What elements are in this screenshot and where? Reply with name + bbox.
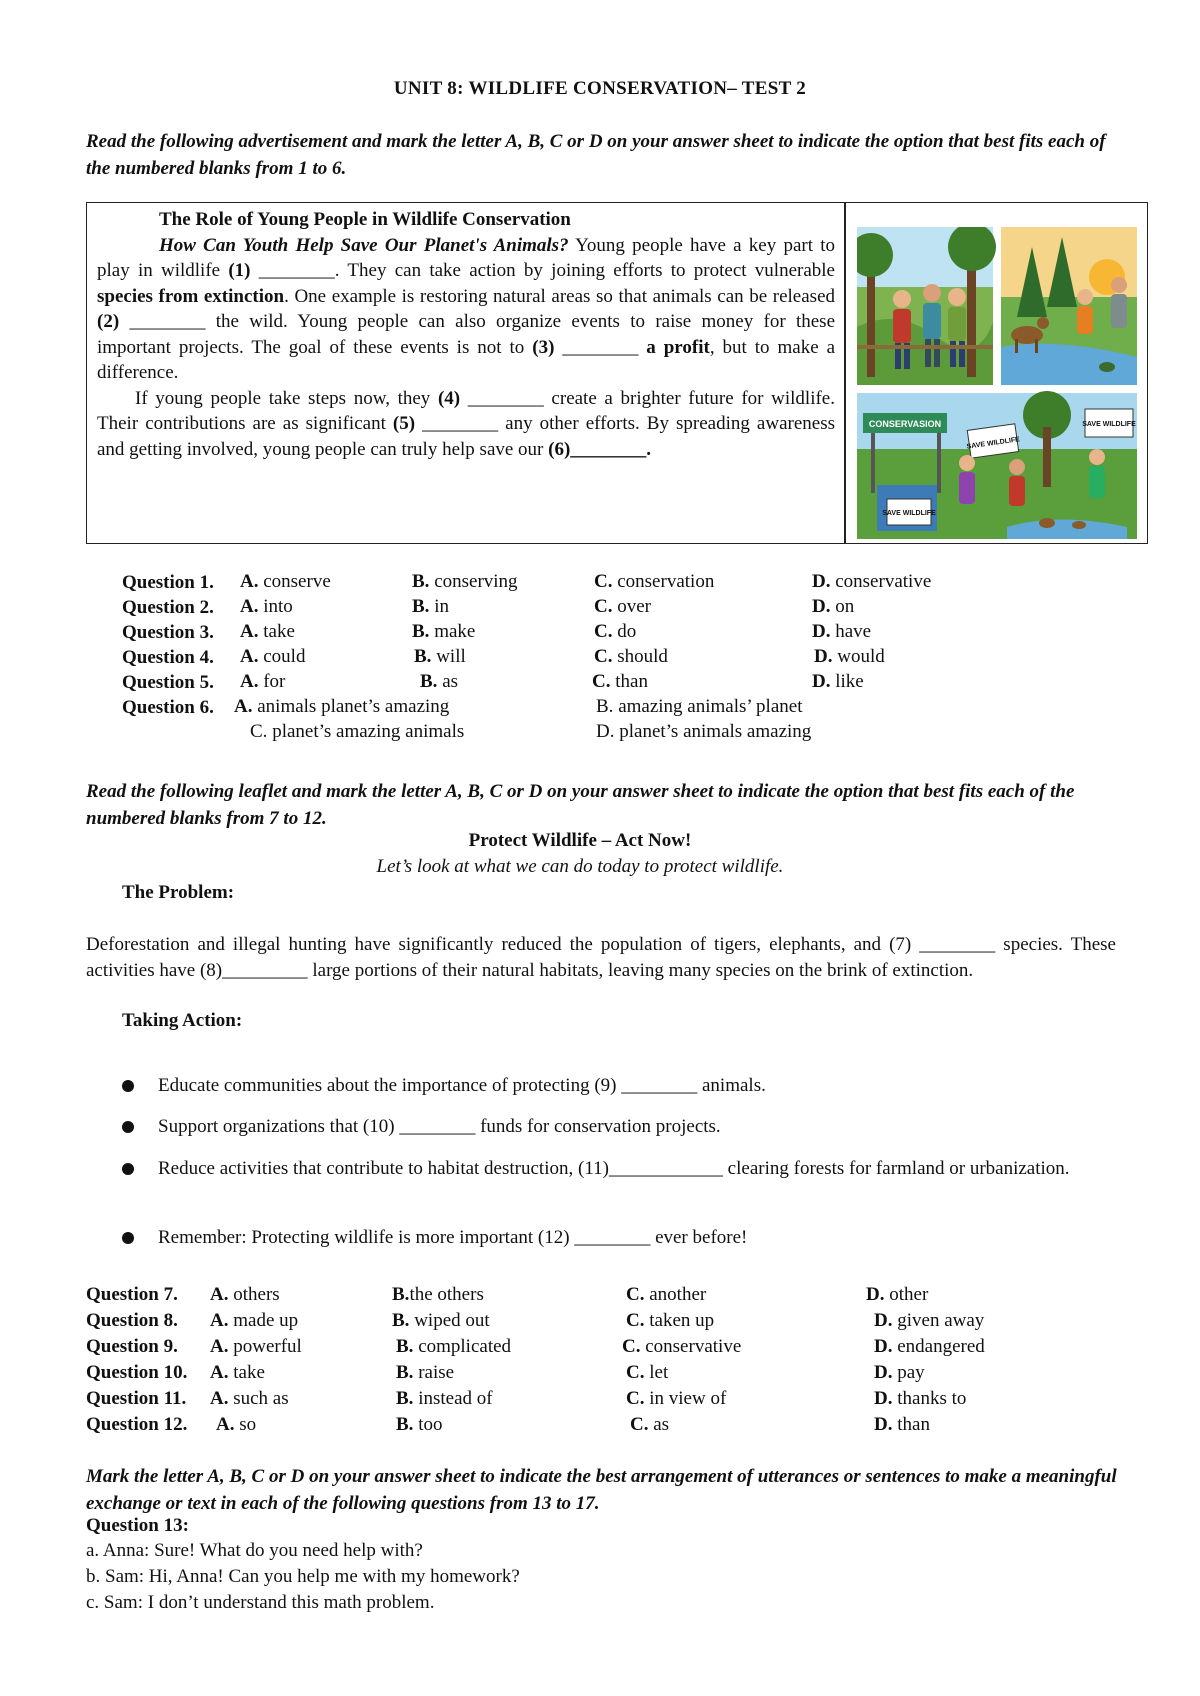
option-b (412, 596, 449, 618)
option-text: conservative (645, 1336, 742, 1357)
action-item: Support organizations that (10) ________ funds for conservation projects. (158, 1116, 721, 1137)
question-label: Question 11. (86, 1388, 187, 1409)
option-letter: C. (630, 1414, 649, 1435)
option-d (596, 721, 811, 743)
person-leg (934, 339, 940, 367)
option-b (412, 621, 475, 643)
tent-pole (871, 433, 875, 493)
option-a (240, 621, 295, 643)
leaflet-subtitle: Let’s look at what we can do today to protect wildlife. (376, 856, 784, 877)
action-item: Remember: Protecting wildlife is more important (12) ________ ever before! (158, 1227, 748, 1248)
ad-text: Young people have a key part to play in wildlife (97, 234, 835, 281)
deer-head (1037, 317, 1049, 329)
option-text: taken up (649, 1310, 715, 1331)
option-a (210, 1284, 280, 1306)
option-a (240, 571, 331, 593)
option-text: as (653, 1414, 670, 1435)
duck (1072, 521, 1086, 529)
question-label: Question 8. (86, 1310, 178, 1331)
option-c (594, 646, 668, 668)
option-letter: C. (594, 596, 613, 617)
ad-text: If young people take steps now, they (135, 387, 438, 409)
blank-1: (1) (228, 260, 251, 281)
option-d (812, 596, 854, 618)
action-item: Reduce activities that contribute to habitat destruction, (11)____________ clearing forests for farmland or urbanization. (158, 1158, 1070, 1179)
option-text: like (835, 671, 864, 692)
option-letter: C. (592, 671, 611, 692)
option-text: than (897, 1414, 930, 1435)
option-letter: A. (210, 1362, 229, 1383)
option-letter: D. (812, 621, 831, 642)
option-letter: A. (210, 1310, 229, 1331)
option-c (594, 621, 636, 643)
option-c (626, 1362, 668, 1384)
option-text: such as (233, 1388, 289, 1409)
option-letter: D. (874, 1388, 893, 1409)
option-text: conservation (617, 571, 715, 592)
option-letter: A. (210, 1336, 229, 1357)
question-label: Question 3. (122, 622, 214, 643)
bullet-icon (122, 1163, 134, 1175)
blank-6: (6)________. (548, 438, 652, 460)
option-text: so (239, 1414, 257, 1435)
advertisement-text (97, 207, 835, 462)
option-letter: A. (216, 1414, 235, 1435)
option-b (420, 671, 458, 693)
option-letter: C. (594, 571, 613, 592)
person-body (1009, 476, 1025, 506)
option-d (814, 646, 885, 668)
option-letter: D. (874, 1362, 893, 1383)
question-row-6 (122, 696, 214, 720)
blank-3: (3) (532, 336, 555, 358)
ad-question-lead: How Can Youth Help Save Our Planet's Animals? (159, 234, 569, 256)
option-c (622, 1336, 741, 1358)
option-letter: B. (396, 1414, 414, 1435)
ad-bold-profit: a profit (646, 336, 710, 358)
option-text: endangered (897, 1336, 985, 1357)
option-a (216, 1414, 256, 1436)
option-text: instead of (418, 1388, 493, 1409)
option-letter: C. (626, 1284, 645, 1305)
option-d (874, 1336, 985, 1358)
option-d (812, 671, 864, 693)
option-letter: D. (596, 721, 615, 742)
option-text: than (615, 671, 648, 692)
option-d (812, 571, 931, 593)
action-item: Educate communities about the importance of protecting (9) ________ animals. (158, 1075, 766, 1096)
question-label: Question 2. (122, 597, 214, 618)
option-b (392, 1310, 490, 1332)
person-head (1089, 449, 1105, 465)
option-b (396, 1336, 511, 1358)
option-letter: A. (234, 696, 253, 717)
option-text: given away (897, 1310, 985, 1331)
question-label: Question 7. (86, 1284, 178, 1305)
option-b (414, 646, 466, 668)
option-a (240, 671, 285, 693)
deer-leg (1035, 339, 1038, 353)
person-head (923, 284, 941, 302)
exchange-line: b. Sam: Hi, Anna! Can you help me with my homework? (86, 1566, 520, 1587)
person-head (1077, 289, 1093, 305)
option-letter: C. (626, 1362, 645, 1383)
option-text: make (434, 621, 476, 642)
question-label: Question 9. (86, 1336, 178, 1357)
option-letter: C. (250, 721, 268, 742)
option-b (396, 1388, 493, 1410)
option-text: as (442, 671, 459, 692)
option-a (210, 1388, 289, 1410)
person-leg (959, 341, 965, 367)
option-text: others (233, 1284, 280, 1305)
ad-text: ________. They can take action by joining efforts to protect vulnerable (250, 260, 835, 281)
blank-2: (2) (97, 311, 120, 332)
option-letter: B. (396, 1362, 414, 1383)
option-a (210, 1310, 298, 1332)
option-b (396, 1362, 454, 1384)
option-letter: B. (392, 1284, 410, 1305)
section1-instruction: Read the following advertisement and mark the letter A, B, C or D on your answer sheet to indicate the option that best fits each of the numbered blanks from 1 to 6. (86, 131, 1106, 179)
bullet-icon (122, 1080, 134, 1092)
person-body (923, 303, 941, 339)
question-label: Question 10. (86, 1362, 188, 1383)
option-letter: D. (874, 1310, 893, 1331)
option-text: the others (409, 1284, 484, 1305)
option-text: over (617, 596, 651, 617)
option-letter: B. (412, 596, 430, 617)
option-letter: A. (240, 646, 259, 667)
option-letter: B. (420, 671, 438, 692)
blank-4: (4) (437, 387, 461, 409)
option-c (594, 596, 651, 618)
person-leg (925, 339, 931, 367)
person-body (948, 307, 966, 341)
option-letter: B. (396, 1336, 414, 1357)
option-text: have (835, 621, 872, 642)
section2-instruction: Read the following leaflet and mark the letter A, B, C or D on your answer sheet to indicate the option that best fits each of the numbered blanks from 7 to 12. (86, 781, 1075, 829)
option-d (874, 1362, 925, 1384)
option-b (596, 696, 802, 718)
option-c (592, 671, 648, 693)
person-head (1009, 459, 1025, 475)
box-divider (844, 203, 846, 543)
option-b (396, 1414, 442, 1436)
option-letter: C. (594, 621, 613, 642)
option-letter: C. (594, 646, 613, 667)
ad-bold-phrase: species from extinction (97, 285, 285, 307)
question-label: Question 5. (122, 672, 214, 693)
option-text: should (617, 646, 668, 667)
option-text: in (434, 596, 449, 617)
option-letter: B. (596, 696, 614, 717)
fence (857, 345, 993, 349)
person-body (1077, 306, 1093, 334)
ad-heading: The Role of Young People in Wildlife Conservation (159, 209, 571, 230)
deer-leg (1015, 339, 1018, 353)
person-body (1111, 294, 1127, 328)
option-letter: C. (622, 1336, 641, 1357)
option-letter: A. (240, 621, 259, 642)
question-label: Question 6. (122, 697, 214, 718)
option-text: complicated (418, 1336, 512, 1357)
problem-paragraph: Deforestation and illegal hunting have significantly reduced the population of tigers, elephants, and (7) ________ species. These activities have (8)_________ large portions of their natural habitats, leaving many species on the brink of extinction. (86, 934, 1116, 981)
person-body (959, 472, 975, 504)
person-leg (950, 341, 956, 367)
option-text: raise (418, 1362, 455, 1383)
option-letter: A. (240, 596, 259, 617)
option-a (210, 1336, 302, 1358)
ad-text: , but to make a difference. (97, 336, 836, 383)
option-text: into (263, 596, 293, 617)
ad-paragraph-2 (97, 386, 835, 463)
option-text: wiped out (414, 1310, 490, 1331)
option-text: planet’s animals amazing (619, 721, 812, 742)
option-d (874, 1310, 984, 1332)
option-letter: D. (866, 1284, 885, 1305)
person-head (893, 290, 911, 308)
option-text: conserving (434, 571, 518, 592)
ad-text: ________ create a brighter future for wildlife. Their contributions are as significant (97, 387, 835, 434)
option-text: another (649, 1284, 707, 1305)
option-text: on (835, 596, 855, 617)
youth-conservation-illustration (857, 227, 1137, 539)
option-letter: B. (396, 1388, 414, 1409)
option-letter: D. (812, 596, 831, 617)
bullet-icon (122, 1121, 134, 1133)
option-c (630, 1414, 669, 1436)
conservation-banner-text: CONSERVASION (868, 419, 942, 429)
duck (1099, 362, 1115, 372)
option-text: other (889, 1284, 929, 1305)
booth-sign-text: SAVE WILDLIFE (882, 510, 936, 517)
option-text: amazing animals’ planet (618, 696, 803, 717)
page-title: UNIT 8: WILDLIFE CONSERVATION– TEST 2 (393, 78, 807, 99)
option-text: do (617, 621, 637, 642)
option-text: made up (233, 1310, 299, 1331)
option-letter: D. (814, 646, 833, 667)
option-d (874, 1414, 930, 1436)
option-text: will (436, 646, 466, 667)
option-text: thanks to (897, 1388, 967, 1409)
blank-5: (5) (392, 413, 416, 434)
question-label: Question 1. (122, 572, 214, 593)
duck (1039, 518, 1055, 528)
action-heading: Taking Action: (122, 1010, 243, 1031)
exchange-line: a. Anna: Sure! What do you need help with? (86, 1540, 423, 1561)
option-c (250, 721, 464, 743)
option-a (240, 646, 305, 668)
option-letter: A. (240, 671, 259, 692)
option-letter: D. (874, 1414, 893, 1435)
option-letter: D. (812, 671, 831, 692)
option-letter: A. (240, 571, 259, 592)
option-text: could (263, 646, 306, 667)
option-text: let (649, 1362, 669, 1383)
option-letter: D. (812, 571, 831, 592)
option-a (210, 1362, 265, 1384)
question-row-1 (122, 571, 214, 595)
option-text: conserve (263, 571, 331, 592)
tent-pole (937, 433, 941, 493)
option-text: would (837, 646, 885, 667)
question-row-2 (122, 596, 214, 620)
option-text: in view of (649, 1388, 727, 1409)
option-b (412, 571, 518, 593)
option-a (240, 596, 293, 618)
tree-trunk (1043, 427, 1051, 487)
option-d (866, 1284, 928, 1306)
person-head (959, 455, 975, 471)
option-letter: C. (626, 1310, 645, 1331)
option-letter: C. (626, 1388, 645, 1409)
option-text: for (263, 671, 286, 692)
option-letter: B. (412, 571, 430, 592)
option-c (626, 1310, 714, 1332)
option-text: too (418, 1414, 443, 1435)
ad-text: ________ the wild. Young people can also organize events to raise money for these important projects. The goal of these events is not to (97, 311, 835, 358)
option-text: planet’s amazing animals (272, 721, 465, 742)
question-label: Question 4. (122, 647, 214, 668)
person-head (948, 288, 966, 306)
option-text: take (233, 1362, 265, 1383)
option-text: conservative (835, 571, 932, 592)
protest-sign-text: SAVE WILDLIFE (966, 436, 1021, 451)
option-letter: A. (210, 1284, 229, 1305)
option-letter: B. (414, 646, 432, 667)
option-a (234, 696, 449, 718)
ad-text: ________ (554, 336, 647, 358)
ad-text: . One example is restoring natural areas so that animals can be released (284, 285, 836, 307)
option-c (626, 1388, 726, 1410)
option-c (626, 1284, 706, 1306)
section3-instruction: Mark the letter A, B, C or D on your answer sheet to indicate the best arrangement of utterances or sentences to make a meaningful exchange or text in each of the following questions from 13 to 17. (86, 1466, 1117, 1514)
option-b (392, 1284, 484, 1306)
option-letter: B. (392, 1310, 410, 1331)
option-letter: A. (210, 1388, 229, 1409)
question-row-3 (122, 621, 214, 645)
option-text: take (263, 621, 295, 642)
person-body (1089, 466, 1105, 498)
question-13-label: Question 13: (86, 1515, 189, 1536)
option-c (594, 571, 714, 593)
option-text: pay (897, 1362, 925, 1383)
option-text: animals planet’s amazing (257, 696, 450, 717)
ad-paragraph-1 (97, 233, 835, 386)
bullet-icon (122, 1232, 134, 1244)
option-letter: B. (412, 621, 430, 642)
question-label: Question 12. (86, 1414, 188, 1435)
problem-heading: The Problem: (122, 882, 235, 903)
option-d (874, 1388, 966, 1410)
exchange-line: c. Sam: I don’t understand this math problem. (86, 1592, 435, 1613)
ad-text: ________ any other efforts. By spreading awareness and getting involved, young people can truly help save our (97, 413, 836, 460)
protest-sign-text: SAVE WILDLIFE (1082, 421, 1136, 428)
option-d (812, 621, 871, 643)
leaflet-title: Protect Wildlife – Act Now! (468, 830, 692, 851)
option-letter: D. (874, 1336, 893, 1357)
option-text: powerful (233, 1336, 302, 1357)
question-row-5 (122, 671, 214, 695)
person-head (1111, 277, 1127, 293)
question-row-4 (122, 646, 214, 670)
advertisement-box (86, 202, 1148, 544)
person-body (893, 309, 911, 343)
